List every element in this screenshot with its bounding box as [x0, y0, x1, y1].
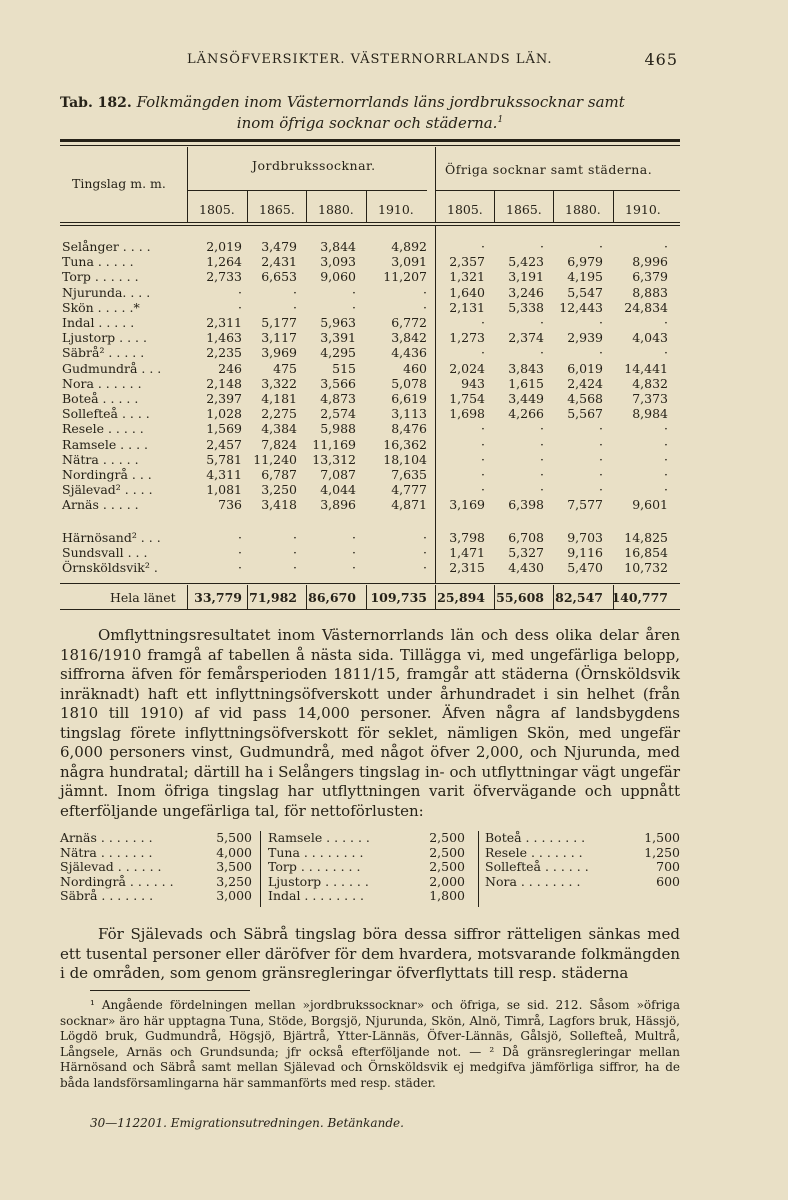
- cell-value: 9,601: [632, 497, 668, 513]
- cell-value: 5,963: [320, 315, 356, 330]
- cell-value: 7,373: [632, 391, 668, 406]
- cell-value: 2,431: [261, 254, 297, 270]
- cell-value: 4,892: [391, 239, 427, 254]
- cell-value: 3,091: [391, 254, 427, 270]
- empty-cell-dot: ·: [352, 299, 356, 315]
- cell-value: 82,547: [555, 590, 603, 605]
- header-rule-left: [187, 190, 427, 191]
- loss-value: 2,500: [429, 830, 465, 845]
- cell-value: 4,777: [391, 482, 427, 498]
- cell-value: 12,443: [559, 299, 603, 315]
- empty-cell-dot: ·: [540, 421, 544, 437]
- cell-value: 2,275: [261, 406, 297, 422]
- loss-value: 600: [656, 873, 680, 889]
- cell-value: 2,397: [206, 391, 242, 406]
- cell-value: 1,273: [449, 330, 485, 346]
- cell-value: 1,640: [449, 284, 485, 300]
- empty-cell-dot: ·: [540, 451, 544, 467]
- cell-value: 7,635: [391, 467, 427, 482]
- cell-value: 5,567: [567, 406, 603, 422]
- header-column-rule: [247, 190, 248, 222]
- empty-cell-dot: ·: [664, 315, 668, 330]
- cell-value: 2,024: [449, 360, 485, 376]
- loss-value: 1,500: [644, 830, 680, 845]
- cell-value: 8,476: [391, 421, 427, 437]
- empty-cell-dot: ·: [423, 560, 427, 576]
- cell-value: 14,441: [624, 360, 668, 376]
- cell-value: 4,043: [632, 330, 668, 346]
- cell-value: 9,060: [320, 269, 356, 285]
- cell-value: 3,113: [391, 406, 427, 422]
- empty-cell-dot: ·: [238, 530, 242, 545]
- empty-cell-dot: ·: [599, 436, 603, 452]
- cell-value: 5,988: [320, 421, 356, 437]
- loss-row: [268, 846, 465, 861]
- loss-column-3: [485, 831, 680, 889]
- empty-cell-dot: ·: [664, 239, 668, 254]
- cell-value: 4,295: [320, 345, 356, 361]
- empty-cell-dot: ·: [352, 560, 356, 576]
- empty-cell-dot: ·: [540, 345, 544, 361]
- cell-value: 5,177: [261, 315, 297, 330]
- cell-value: 4,436: [391, 345, 427, 361]
- empty-cell-dot: ·: [664, 467, 668, 482]
- cell-value: 8,984: [632, 406, 668, 422]
- cell-value: 943: [461, 375, 485, 391]
- year-header: 1805.: [199, 202, 235, 217]
- cell-value: 16,362: [383, 436, 427, 452]
- cell-value: 86,670: [308, 590, 356, 605]
- empty-cell-dot: ·: [481, 239, 485, 254]
- loss-value: 4,000: [216, 844, 252, 860]
- cell-value: 515: [332, 360, 356, 376]
- cell-value: 25,894: [437, 590, 485, 605]
- cell-value: 2,148: [206, 375, 242, 391]
- cell-value: 736: [218, 497, 242, 513]
- header-column-rule: [306, 190, 307, 222]
- empty-cell-dot: ·: [238, 560, 242, 576]
- cell-value: 4,871: [391, 497, 427, 513]
- cell-value: 4,266: [508, 406, 544, 422]
- loss-place: Själevad . . . . . .: [60, 859, 162, 875]
- empty-cell-dot: ·: [423, 299, 427, 315]
- loss-row: [268, 860, 465, 875]
- cell-value: 3,842: [391, 330, 427, 346]
- cell-value: 2,315: [449, 560, 485, 576]
- header-group-ofriga: Öfriga socknar samt städerna.: [445, 162, 653, 177]
- empty-cell-dot: ·: [599, 345, 603, 361]
- cell-value: 24,834: [624, 299, 668, 315]
- loss-place: Resele . . . . . . .: [485, 844, 583, 860]
- empty-cell-dot: ·: [540, 482, 544, 498]
- paragraph-1: [60, 626, 680, 821]
- empty-cell-dot: ·: [481, 436, 485, 452]
- empty-cell-dot: ·: [238, 299, 242, 315]
- loss-row: [60, 875, 252, 890]
- cell-value: 7,087: [320, 467, 356, 482]
- loss-value: 2,000: [429, 873, 465, 889]
- row-label: Njurunda. . . .: [62, 284, 151, 300]
- row-label: Tuna . . . . .: [62, 254, 134, 270]
- cell-value: 13,312: [312, 451, 356, 467]
- loss-row: [60, 860, 252, 875]
- cell-value: 1,321: [449, 269, 485, 285]
- cell-value: 3,191: [508, 269, 544, 285]
- row-label: Selånger . . . .: [62, 239, 151, 254]
- cell-value: 2,311: [206, 315, 242, 330]
- table-top-rule: [60, 139, 680, 142]
- cell-value: 1,754: [449, 391, 485, 406]
- loss-separator-2: [478, 831, 479, 907]
- cell-value: 16,854: [624, 545, 668, 561]
- header-rule-right: [435, 190, 680, 191]
- paragraph-1-text: Omflyttningsresultatet inom Västernorrlands län och dess olika delar åren 1816/1910 framgå af tabellen å nästa sida. Tillägga vi, med ungefärliga belopp, siffrorna äfven för femårsperioden 1811/15, framgår att städerna (Örnsköldsvik inräknadt) haft ett inflyttningsöfverskott under århundradet i sin helhet (från 1810 till 1910) af vid pass 14,000 personer. Äfven några af landsbygdens tingslag förete inflyttningsöfverskott för seklet, nämligen Skön, med ungefär 6,000 personers vinst, Gudmundrå, med något öfver 2,000, och Njurunda, med några hundratal; därtill ha i Selångers tingslag in- och utflyttningar vägt ungefär jämnt. Inom öfriga tingslag har utflyttningen varit öfvervägande och uppnått efterföljande ungefärliga tal, för nettoförlusten:: [60, 626, 680, 820]
- total-column-rule: [494, 585, 495, 609]
- row-label: Nätra . . . . .: [62, 451, 139, 467]
- cell-value: 3,843: [508, 360, 544, 376]
- loss-row: [268, 875, 465, 890]
- loss-row: [60, 846, 252, 861]
- cell-value: 71,982: [249, 590, 297, 605]
- total-column-rule: [187, 585, 188, 609]
- caption-line-1: Folkmängden inom Västernorrlands läns jordbrukssocknar samt: [136, 93, 625, 111]
- loss-value: 3,250: [216, 873, 252, 889]
- cell-value: 6,653: [261, 269, 297, 285]
- empty-cell-dot: ·: [352, 284, 356, 300]
- header-column-rule: [613, 190, 614, 222]
- loss-value: 5,500: [216, 830, 252, 845]
- empty-cell-dot: ·: [481, 467, 485, 482]
- cell-value: 2,733: [206, 269, 242, 285]
- cell-value: 6,979: [567, 254, 603, 270]
- cell-value: 2,457: [206, 436, 242, 452]
- loss-place: Nätra . . . . . . .: [60, 844, 153, 860]
- cell-value: 4,568: [567, 391, 603, 406]
- header-tingslag: Tingslag m. m.: [72, 176, 166, 191]
- loss-place: Nordingrå . . . . . .: [60, 873, 174, 889]
- cell-value: 9,116: [567, 545, 603, 561]
- loss-separator-1: [260, 831, 261, 907]
- header-column-rule: [435, 147, 436, 222]
- row-label: Indal . . . . .: [62, 315, 135, 330]
- loss-value: 2,500: [429, 844, 465, 860]
- cell-value: 2,235: [206, 345, 242, 361]
- loss-value: 3,000: [216, 888, 252, 904]
- cell-value: 3,250: [261, 482, 297, 498]
- cell-value: 1,081: [206, 482, 242, 498]
- empty-cell-dot: ·: [664, 482, 668, 498]
- loss-value: 2,500: [429, 859, 465, 875]
- row-label: Gudmundrå . . .: [62, 360, 162, 376]
- cell-value: 3,969: [261, 345, 297, 361]
- loss-place: Ljustorp . . . . . .: [268, 873, 369, 889]
- loss-place: Tuna . . . . . . . .: [268, 844, 364, 860]
- cell-value: 6,379: [632, 269, 668, 285]
- cell-value: 3,844: [320, 239, 356, 254]
- cell-value: 1,463: [206, 330, 242, 346]
- cell-value: 6,398: [508, 497, 544, 513]
- cell-value: 11,240: [253, 451, 297, 467]
- cell-value: 11,169: [312, 436, 356, 452]
- empty-cell-dot: ·: [481, 421, 485, 437]
- total-column-rule: [435, 585, 436, 609]
- signature-footer: 30—112201. Emigrationsutredningen. Betänkande.: [90, 1116, 404, 1130]
- cell-value: 5,327: [508, 545, 544, 561]
- cell-value: 3,246: [508, 284, 544, 300]
- cell-value: 10,732: [624, 560, 668, 576]
- cell-value: 6,708: [508, 530, 544, 545]
- empty-cell-dot: ·: [599, 239, 603, 254]
- empty-cell-dot: ·: [352, 530, 356, 545]
- header-column-rule: [494, 190, 495, 222]
- row-label: Resele . . . . .: [62, 421, 144, 437]
- loss-place: Boteå . . . . . . . .: [485, 830, 586, 845]
- year-header: 1910.: [625, 202, 661, 217]
- table-top-rule-2: [60, 145, 680, 146]
- empty-cell-dot: ·: [481, 482, 485, 498]
- total-column-rule: [553, 585, 554, 609]
- cell-value: 4,044: [320, 482, 356, 498]
- row-label: Härnösand² . . .: [62, 530, 161, 545]
- empty-cell-dot: ·: [423, 284, 427, 300]
- empty-cell-dot: ·: [599, 482, 603, 498]
- total-column-rule: [247, 585, 248, 609]
- cell-value: 460: [403, 360, 427, 376]
- empty-cell-dot: ·: [293, 299, 297, 315]
- cell-value: 4,873: [320, 391, 356, 406]
- row-label: Nordingrå . . .: [62, 467, 152, 482]
- cell-value: 1,264: [206, 254, 242, 270]
- footnotes: [60, 998, 680, 1091]
- cell-value: 1,569: [206, 421, 242, 437]
- total-top-rule: [60, 583, 680, 584]
- cell-value: 3,896: [320, 497, 356, 513]
- cell-value: 5,338: [508, 299, 544, 315]
- empty-cell-dot: ·: [664, 345, 668, 361]
- row-label: Ramsele . . . .: [62, 436, 148, 452]
- empty-cell-dot: ·: [293, 530, 297, 545]
- loss-row: [485, 846, 680, 861]
- cell-value: 4,832: [632, 375, 668, 391]
- loss-place: Säbrå . . . . . . .: [60, 888, 154, 904]
- loss-row: [485, 875, 680, 890]
- cell-value: 4,195: [567, 269, 603, 285]
- cell-value: 5,078: [391, 375, 427, 391]
- paragraph-2-text: För Själevads och Säbrå tingslag böra dessa siffror rätteligen sänkas med ett tusental personer eller däröfver för dem hvardera, motsvarande folkmängden i de områden, som genom gränsregleringar öfverflyttats till resp. städerna: [60, 925, 680, 982]
- cell-value: 4,384: [261, 421, 297, 437]
- total-bottom-rule: [60, 609, 680, 610]
- empty-cell-dot: ·: [599, 315, 603, 330]
- header-column-rule: [187, 147, 188, 222]
- empty-cell-dot: ·: [599, 451, 603, 467]
- paragraph-2: [60, 925, 680, 984]
- row-label: Sundsvall . . .: [62, 545, 148, 561]
- empty-cell-dot: ·: [664, 451, 668, 467]
- empty-cell-dot: ·: [481, 451, 485, 467]
- cell-value: 1,471: [449, 545, 485, 561]
- loss-value: 3,500: [216, 859, 252, 875]
- cell-value: 6,772: [391, 315, 427, 330]
- loss-row: [268, 889, 465, 904]
- year-header: 1910.: [378, 202, 414, 217]
- empty-cell-dot: ·: [293, 545, 297, 561]
- cell-value: 2,424: [567, 375, 603, 391]
- empty-cell-dot: ·: [352, 545, 356, 561]
- header-bottom-rule-2: [60, 225, 680, 226]
- cell-value: 3,093: [320, 254, 356, 270]
- row-label: Örnsköldsvik² .: [62, 560, 158, 576]
- header-group-jordbruk: Jordbrukssocknar.: [252, 158, 376, 173]
- loss-row: [485, 831, 680, 846]
- footnote-rule: [90, 990, 250, 991]
- loss-value: 1,800: [429, 888, 465, 904]
- cell-value: 2,574: [320, 406, 356, 422]
- cell-value: 2,374: [508, 330, 544, 346]
- loss-row: [60, 889, 252, 904]
- cell-value: 11,207: [383, 269, 427, 285]
- cell-value: 2,019: [206, 239, 242, 254]
- cell-value: 8,996: [632, 254, 668, 270]
- empty-cell-dot: ·: [238, 545, 242, 561]
- cell-value: 5,423: [508, 254, 544, 270]
- row-label: Ljustorp . . . .: [62, 330, 147, 346]
- header-bottom-rule: [60, 222, 680, 223]
- cell-value: 3,479: [261, 239, 297, 254]
- loss-row: [485, 860, 680, 875]
- cell-value: 4,181: [261, 391, 297, 406]
- empty-cell-dot: ·: [540, 315, 544, 330]
- table-caption: [60, 92, 680, 133]
- cell-value: 3,322: [261, 375, 297, 391]
- loss-column-1: [60, 831, 252, 904]
- row-label: Torp . . . . . .: [62, 269, 139, 285]
- cell-value: 1,615: [508, 375, 544, 391]
- cell-value: 6,787: [261, 467, 297, 482]
- cell-value: 18,104: [383, 451, 427, 467]
- loss-place: Nora . . . . . . . .: [485, 873, 581, 889]
- body-group-rule: [435, 225, 436, 583]
- loss-value: 700: [656, 859, 680, 875]
- empty-cell-dot: ·: [293, 560, 297, 576]
- cell-value: 6,019: [567, 360, 603, 376]
- empty-cell-dot: ·: [293, 284, 297, 300]
- cell-value: 1,028: [206, 406, 242, 422]
- cell-value: 3,391: [320, 330, 356, 346]
- loss-place: Ramsele . . . . . .: [268, 830, 370, 845]
- cell-value: 2,357: [449, 254, 485, 270]
- cell-value: 5,547: [567, 284, 603, 300]
- loss-place: Indal . . . . . . . .: [268, 888, 365, 904]
- empty-cell-dot: ·: [664, 436, 668, 452]
- cell-value: 3,449: [508, 391, 544, 406]
- empty-cell-dot: ·: [481, 315, 485, 330]
- year-header: 1805.: [447, 202, 483, 217]
- row-label: Nora . . . . . .: [62, 375, 142, 391]
- cell-value: 7,577: [567, 497, 603, 513]
- cell-value: 4,311: [206, 467, 242, 482]
- loss-place: Sollefteå . . . . . .: [485, 859, 589, 875]
- row-label: Skön . . . . .*: [62, 299, 140, 315]
- row-label: Säbrå² . . . . .: [62, 345, 145, 361]
- cell-value: 9,703: [567, 530, 603, 545]
- empty-cell-dot: ·: [481, 345, 485, 361]
- total-column-rule: [306, 585, 307, 609]
- loss-place: Arnäs . . . . . . .: [60, 830, 153, 845]
- cell-value: 14,825: [624, 530, 668, 545]
- cell-value: 1,698: [449, 406, 485, 422]
- page-number: 465: [644, 50, 678, 69]
- cell-value: 7,824: [261, 436, 297, 452]
- empty-cell-dot: ·: [599, 467, 603, 482]
- cell-value: 140,777: [611, 590, 668, 605]
- cell-value: 8,883: [632, 284, 668, 300]
- year-header: 1880.: [565, 202, 601, 217]
- caption-footnote-mark: 1: [497, 115, 504, 125]
- empty-cell-dot: ·: [540, 467, 544, 482]
- caption-line-2: inom öfriga socknar och städerna.: [236, 114, 498, 132]
- header-column-rule: [553, 190, 554, 222]
- total-column-rule: [366, 585, 367, 609]
- table-label: Tab. 182.: [60, 95, 132, 111]
- cell-value: 5,470: [567, 560, 603, 576]
- cell-value: 3,169: [449, 497, 485, 513]
- cell-value: 6,619: [391, 391, 427, 406]
- loss-column-2: [268, 831, 465, 904]
- cell-value: 246: [218, 360, 242, 376]
- empty-cell-dot: ·: [238, 284, 242, 300]
- cell-value: 109,735: [370, 590, 427, 605]
- header-column-rule: [366, 190, 367, 222]
- row-label: Sollefteå . . . .: [62, 406, 150, 422]
- cell-value: 5,781: [206, 451, 242, 467]
- row-label: Arnäs . . . . .: [62, 497, 139, 513]
- loss-row: [268, 831, 465, 846]
- empty-cell-dot: ·: [540, 436, 544, 452]
- cell-value: 3,566: [320, 375, 356, 391]
- year-header: 1880.: [318, 202, 354, 217]
- empty-cell-dot: ·: [423, 530, 427, 545]
- running-head-title: LÄNSÖFVERSIKTER. VÄSTERNORRLANDS LÄN.: [187, 52, 553, 67]
- empty-cell-dot: ·: [423, 545, 427, 561]
- loss-row: [60, 831, 252, 846]
- empty-cell-dot: ·: [664, 421, 668, 437]
- cell-value: 4,430: [508, 560, 544, 576]
- cell-value: 3,418: [261, 497, 297, 513]
- cell-value: 3,117: [261, 330, 297, 346]
- cell-value: 2,939: [567, 330, 603, 346]
- cell-value: 475: [273, 360, 297, 376]
- cell-value: 2,131: [449, 299, 485, 315]
- footnote-text: ¹ Angående fördelningen mellan »jordbrukssocknar» och öfriga, se sid. 212. Såsom »öfriga socknar» äro här upptagna Tuna, Stöde, Borgsjö, Njurunda, Skön, Alnö, Timrå, Lagfors bruk, Hässjö, Lögdö bruk, Gudmundrå, Högsjö, Bjärtrå, Ytter-Lännäs, Öfver-Lännäs, Gålsjö, Sollefteå, Multrå, Långsele, Arnäs och Grundsunda; jfr också efterföljande not. — ² Då gränsregleringar mellan Härnösand och Säbrå samt mellan Själevad och Örnsköldsvik ej medgifva jämförliga siffror, ha de båda landsförsamlingarna här sammanförts med resp. städer.: [60, 998, 680, 1090]
- cell-value: 33,779: [194, 590, 242, 605]
- row-label: Själevad² . . . .: [62, 482, 153, 498]
- row-label: Hela länet: [110, 590, 176, 605]
- cell-value: 55,608: [496, 590, 544, 605]
- row-label: Boteå . . . . .: [62, 391, 139, 406]
- year-header: 1865.: [259, 202, 295, 217]
- loss-place: Torp . . . . . . . .: [268, 859, 361, 875]
- loss-value: 1,250: [644, 844, 680, 860]
- empty-cell-dot: ·: [540, 239, 544, 254]
- year-header: 1865.: [506, 202, 542, 217]
- empty-cell-dot: ·: [599, 421, 603, 437]
- cell-value: 3,798: [449, 530, 485, 545]
